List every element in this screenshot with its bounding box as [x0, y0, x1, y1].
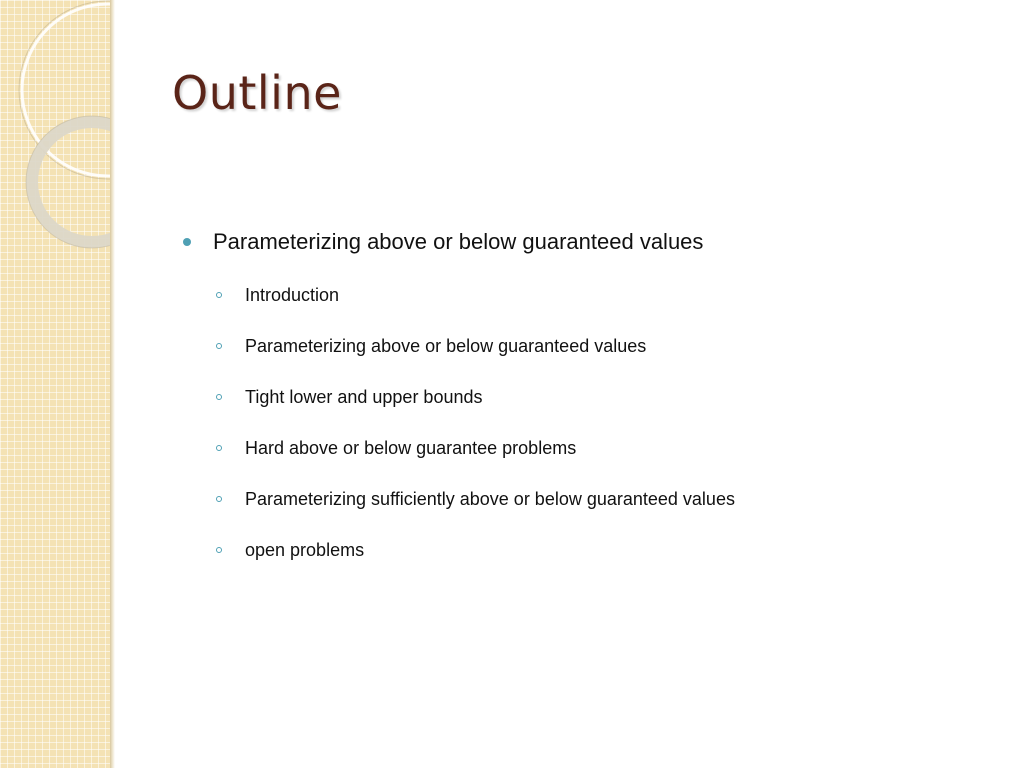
sub-bullet-item — [214, 384, 483, 410]
sub-bullet-text: open problems — [245, 539, 365, 560]
sub-bullet-item — [214, 333, 646, 359]
side-panel-edge — [110, 0, 115, 768]
bullet-ring-icon — [216, 547, 222, 553]
bullet-ring-icon — [216, 394, 222, 400]
sub-bullet-text: Parameterizing above or below guaranteed values — [245, 335, 647, 356]
sub-bullet-item — [214, 537, 364, 563]
sub-bullet-item — [214, 435, 576, 461]
sub-bullet-text: Introduction — [245, 284, 340, 305]
sub-bullet-text: Parameterizing sufficiently above or below guaranteed values — [245, 488, 735, 509]
bullet-dot-icon — [183, 238, 191, 246]
bullet-ring-icon — [216, 445, 222, 451]
decorative-rings-icon — [0, 0, 112, 260]
slide-content — [182, 226, 982, 560]
slide-title: Outline — [172, 66, 342, 120]
sub-bullet-item — [214, 486, 735, 512]
sub-bullet-item — [214, 282, 339, 308]
sub-bullet-text: Tight lower and upper bounds — [245, 386, 483, 407]
bullet-ring-icon — [216, 496, 222, 502]
main-bullet-text: Parameterizing above or below guaranteed values — [213, 229, 704, 254]
sub-bullet-text: Hard above or below guarantee problems — [245, 437, 577, 458]
decorative-side-panel — [0, 0, 112, 768]
main-bullet-item — [182, 226, 982, 258]
bullet-ring-icon — [216, 343, 222, 349]
bullet-ring-icon — [216, 292, 222, 298]
